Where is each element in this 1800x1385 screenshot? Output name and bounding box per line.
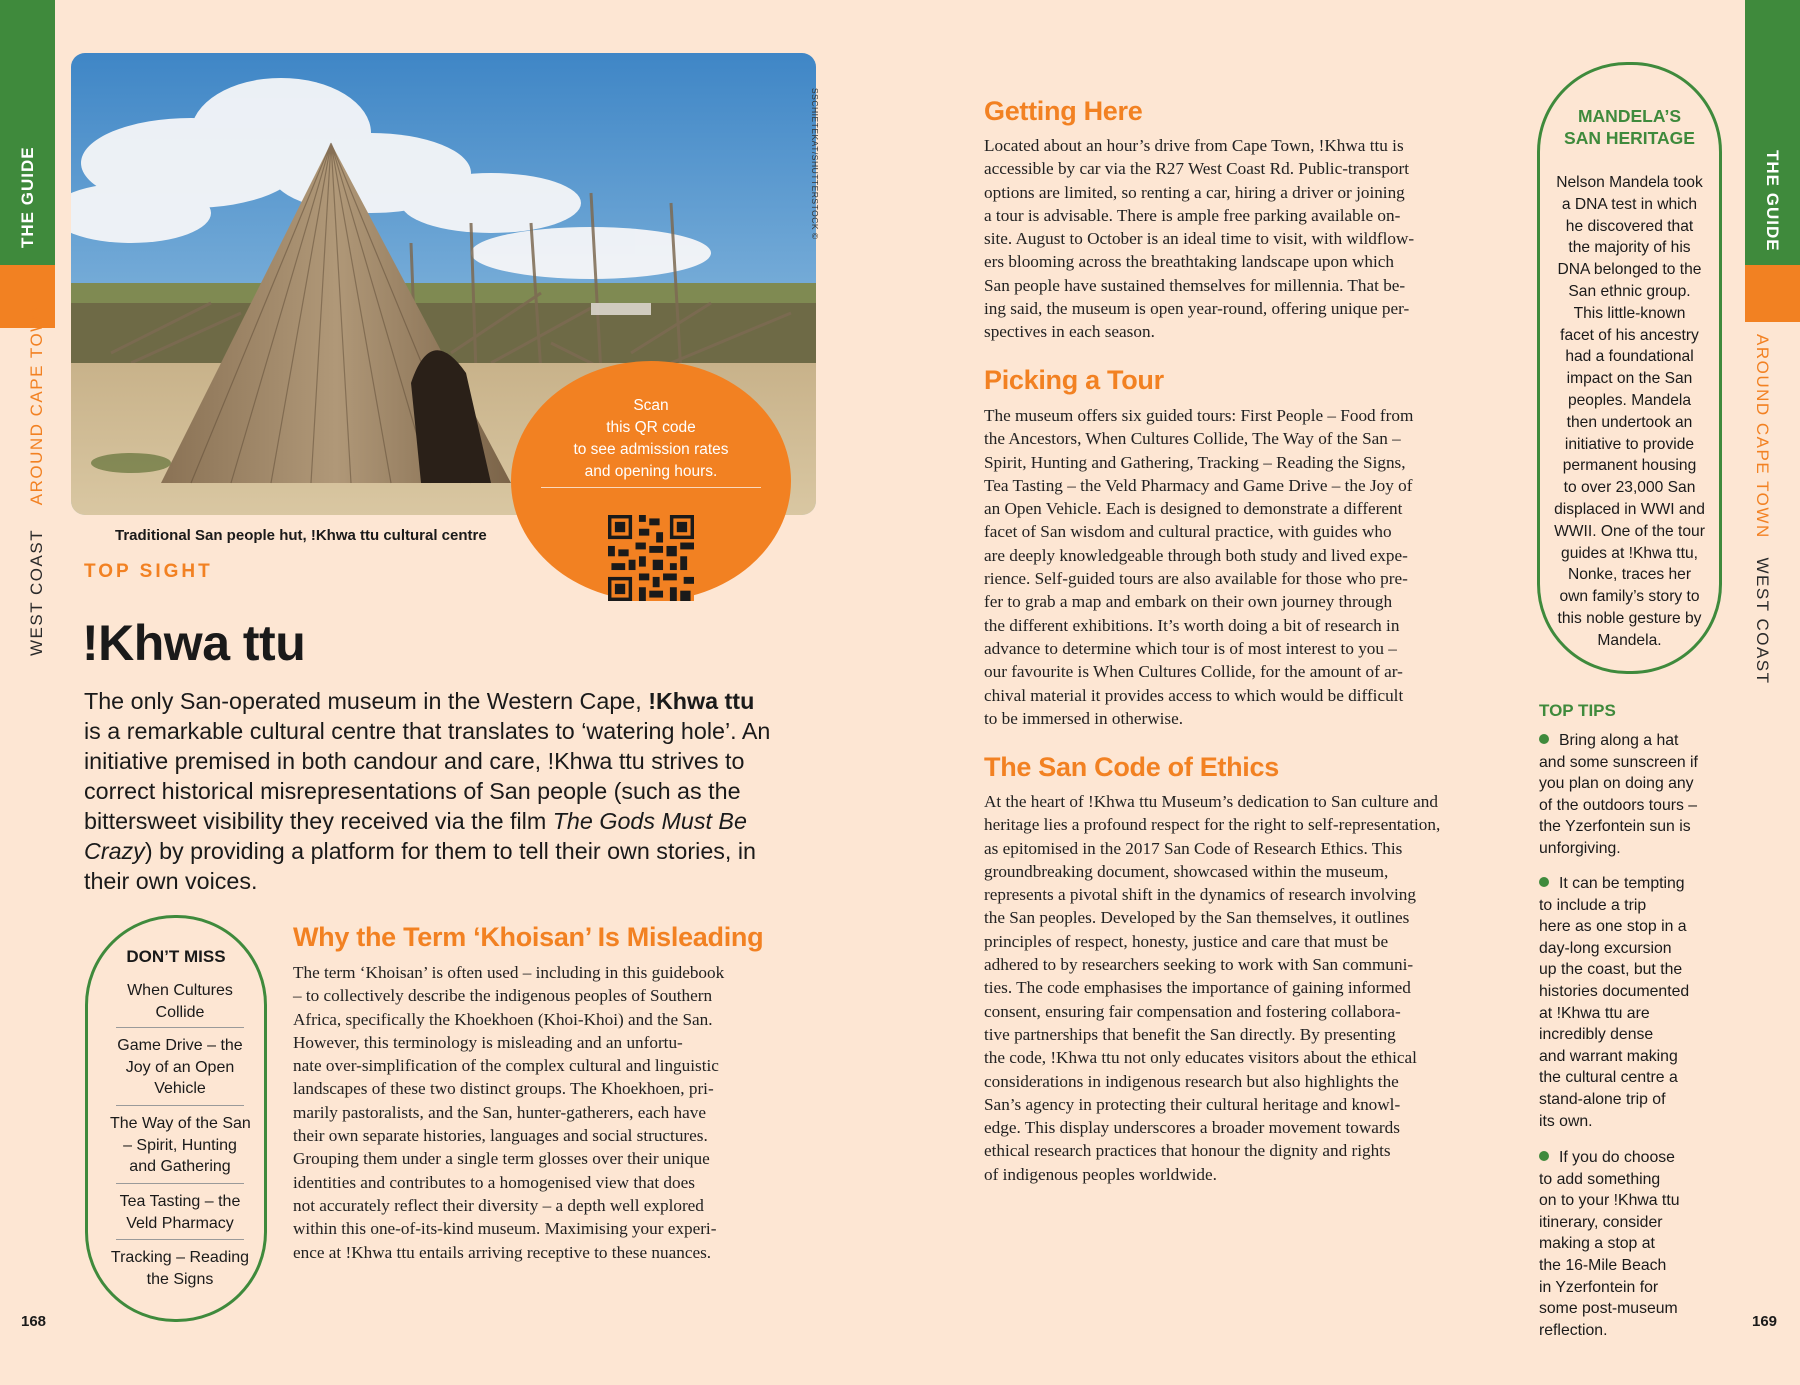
photo-credit: SSCHIETEKAT/SHUTTERSTOCK © (810, 88, 820, 240)
mandela-line: this noble gesture by (1557, 609, 1702, 627)
ethics-line: considerations in indigenous research but also highlights the (984, 1071, 1399, 1091)
right-strip-west-coast: WEST COAST (1753, 557, 1772, 685)
mandela-body (1540, 172, 1719, 652)
qr-line-4: and opening hours. (584, 463, 718, 480)
getting-here-line: San people have sustained themselves for millennia. That be- (984, 275, 1406, 295)
dont-miss-item (110, 1035, 250, 1100)
ethics-line: edge. This display underscores a broader movement towards (984, 1118, 1400, 1138)
khoisan-line: identities and contributes to a homogenised view that does (293, 1172, 695, 1192)
mandela-heading-line: SAN HERITAGE (1564, 128, 1695, 148)
mandela-line: Nonke, traces her (1567, 566, 1692, 584)
tour-line: rience. Self-guided tours are also available for those who pre- (984, 569, 1408, 589)
dont-miss-item-text: and Gathering (129, 1158, 231, 1175)
tip-line: the cultural centre a (1539, 1069, 1678, 1087)
mandela-line: a DNA test in which (1561, 195, 1698, 213)
khoisan-line: landscapes of these two distinct groups. The Khoekhoen, pri- (293, 1079, 714, 1099)
intro-bold-name: !Khwa ttu (648, 688, 755, 714)
tip-line: and some sunscreen if (1539, 753, 1698, 771)
tip-line: its own. (1539, 1112, 1593, 1130)
mandela-line: peoples. Mandela (1567, 391, 1692, 409)
ethics-heading: The San Code of Ethics (984, 752, 1279, 782)
intro-line-1: The only San-operated museum in the Western Cape, (84, 688, 649, 714)
mandela-line: the majority of his (1568, 239, 1691, 257)
dont-miss-item (110, 980, 250, 1023)
tour-line: an Open Vehicle. Each is designed to demonstrate a different (984, 499, 1403, 519)
ethics-line: San’s agency in protecting their cultural heritage and knowl- (984, 1094, 1401, 1114)
right-strip-around-cape-town: AROUND CAPE TOWN (1753, 334, 1772, 539)
intro-line-4: correct historical misrepresentations of San people (such as the (84, 778, 741, 804)
ethics-line: ethical research practices that honour the dignity and rights (984, 1141, 1391, 1161)
tip-line: If you do choose (1559, 1149, 1675, 1166)
ethics-line: principles of respect, honesty, justice and care that must be (984, 931, 1389, 951)
tip-line: the 16-Mile Beach (1539, 1256, 1667, 1274)
ethics-line: consent, ensuring fair compensation and fostering collabora- (984, 1001, 1401, 1021)
right-orange-tab (1745, 265, 1800, 322)
mandela-line: DNA belonged to the (1557, 261, 1702, 279)
intro-line-2: is a remarkable cultural centre that translates to ‘watering hole’. An (84, 718, 771, 744)
dont-miss-divider (116, 1027, 244, 1028)
ethics-line: of indigenous peoples worldwide. (984, 1164, 1217, 1184)
dont-miss-item-text: Game Drive – the (117, 1037, 243, 1054)
tip-line: day-long excursion (1539, 939, 1672, 957)
left-guide-tab-label: THE GUIDE (18, 146, 37, 248)
tip-line: here as one stop in a (1539, 918, 1687, 936)
section-kicker: TOP SIGHT (84, 561, 213, 582)
khoisan-line: – to collectively describe the indigenous peoples of Southern (293, 986, 713, 1006)
bullet-icon (1539, 877, 1549, 887)
dont-miss-item-text: Tea Tasting – the (119, 1193, 241, 1210)
top-tip-3 (1539, 1147, 1680, 1341)
mandela-line: own family’s story to (1559, 588, 1700, 606)
tip-line: unforgiving. (1539, 839, 1621, 857)
getting-here-line: ers blooming across the breathtaking landscape upon which (984, 252, 1394, 272)
tip-line: in Yzerfontein for (1539, 1278, 1659, 1296)
dont-miss-divider (116, 1239, 244, 1240)
dont-miss-item-text: Collide (155, 1003, 205, 1021)
dont-miss-item-text: When Cultures (127, 982, 233, 999)
khoisan-line: However, this terminology is misleading and an unfortu- (293, 1032, 683, 1052)
tour-line: to be immersed in otherwise. (984, 708, 1184, 728)
mandela-line: This little-known (1573, 304, 1686, 322)
mandela-line: had a foundational (1565, 348, 1694, 366)
tip-line: reflection. (1539, 1321, 1608, 1339)
page-number-left: 168 (21, 1313, 47, 1330)
intro-line-3: initiative premised in both candour and care, !Khwa ttu strives to (84, 748, 745, 774)
photo-caption: Traditional San people hut, !Khwa ttu cultural centre (115, 527, 487, 544)
dont-miss-divider (116, 1183, 244, 1184)
khoisan-line: within this one-of-its-kind museum. Maximising your experi- (293, 1219, 717, 1239)
page-title: !Khwa ttu (82, 615, 306, 671)
tip-line: and warrant making (1539, 1047, 1678, 1065)
tour-line: Tea Tasting – the Veld Pharmacy and Game Drive – the Joy of (984, 475, 1413, 495)
left-strip-around-cape-town: AROUND CAPE TOWN (27, 300, 46, 506)
mandela-line: displaced in WWI and (1554, 500, 1705, 518)
mandela-heading-line: MANDELA’S (1577, 106, 1682, 126)
tip-line: at !Khwa ttu are (1539, 1004, 1650, 1022)
tip-line: incredibly dense (1539, 1026, 1654, 1044)
getting-here-body (984, 134, 1509, 344)
getting-here-line: options are limited, so renting a car, hiring a driver or joining (984, 182, 1405, 202)
bullet-icon (1539, 1151, 1549, 1161)
qr-line-3: to see admission rates (573, 441, 729, 458)
mandela-line: facet of his ancestry (1560, 326, 1699, 344)
dont-miss-item-text: The Way of the San (110, 1115, 251, 1132)
ethics-line: At the heart of !Khwa ttu Museum’s dedication to San culture and (984, 792, 1438, 811)
qr-divider (541, 487, 761, 488)
tip-line: to include a trip (1539, 896, 1647, 914)
khoisan-line: The term ‘Khoisan’ is often used – including in this guidebook (293, 963, 725, 982)
tour-line: are deeply knowledgeable through both study and lived expe- (984, 545, 1408, 565)
tour-line: advance to determine which tour is of most interest to you – (984, 638, 1397, 658)
getting-here-heading: Getting Here (984, 96, 1143, 126)
mandela-line: San ethnic group. (1568, 282, 1691, 300)
mandela-line: impact on the San (1566, 370, 1693, 388)
tip-line: of the outdoors tours – (1539, 796, 1698, 814)
mandela-line: Nelson Mandela took (1556, 174, 1703, 191)
tip-line: Bring along a hat (1559, 732, 1679, 749)
khoisan-heading: Why the Term ‘Khoisan’ Is Misleading (293, 922, 764, 952)
khoisan-line: ence at !Khwa ttu entails arriving receptive to these nuances. (293, 1242, 712, 1262)
intro-line-6: ) by providing a platform for them to tell their own stories, in (144, 838, 757, 864)
khoisan-line: their own separate histories, languages and social structures. (293, 1126, 708, 1146)
dont-miss-item-text: – Spirit, Hunting (123, 1136, 237, 1154)
ethics-line: the code, !Khwa ttu not only educates visitors about the ethical (984, 1048, 1417, 1068)
tip-line: histories documented (1539, 982, 1690, 1000)
qr-line-2: this QR code (606, 419, 696, 436)
mandela-box (1537, 62, 1722, 674)
dont-miss-item (110, 1247, 250, 1290)
tour-line: the different exhibitions. It’s worth doing a bit of research in (984, 615, 1400, 635)
tip-line: itinerary, consider (1539, 1213, 1663, 1231)
getting-here-line: Located about an hour’s drive from Cape Town, !Khwa ttu is (984, 136, 1404, 155)
ethics-line: tive partnerships that benefit the San directly. By presenting (984, 1024, 1396, 1044)
dont-miss-item (110, 1113, 250, 1178)
left-strip-west-coast: WEST COAST (27, 529, 46, 656)
ethics-line: adhered to by researchers seeking to work with San communi- (984, 955, 1414, 975)
picking-tour-heading: Picking a Tour (984, 365, 1164, 395)
mandela-line: WWII. One of the tour (1554, 522, 1705, 540)
ethics-line: ties. The code emphasises the importance of gaining informed (984, 978, 1411, 998)
getting-here-line: site. August to October is an ideal time to visit, with wildflow- (984, 229, 1415, 249)
tip-line: It can be tempting (1559, 875, 1685, 892)
mandela-line: permanent housing (1562, 457, 1697, 475)
tip-line: up the coast, but the (1539, 961, 1683, 979)
picking-tour-body (984, 404, 1509, 730)
mandela-line: to over 23,000 San (1563, 479, 1696, 497)
dont-miss-divider (116, 1105, 244, 1106)
ethics-line: as epitomised in the 2017 San Code of Research Ethics. This (984, 838, 1403, 858)
bullet-icon (1539, 734, 1549, 744)
khoisan-line: not accurately reflect their diversity – a depth well explored (293, 1195, 704, 1215)
tip-line: stand-alone trip of (1539, 1090, 1666, 1108)
ethics-line: groundbreaking document, showcased within the museum, (984, 861, 1389, 881)
tour-line: facet of San wisdom and cultural practice, with guides who (984, 522, 1392, 542)
mandela-line: initiative to provide (1564, 435, 1695, 453)
tour-line: the Ancestors, When Cultures Collide, The Way of the San – (984, 429, 1401, 449)
khoisan-line: Grouping them under a single term glosses over their unique (293, 1149, 710, 1169)
page-number-right: 169 (1752, 1313, 1778, 1330)
dont-miss-item-text: Joy of an Open (125, 1058, 235, 1076)
tour-line: fer to grab a map and embark on their own journey through (984, 592, 1393, 612)
qr-callout (511, 361, 791, 601)
tip-line: you plan on doing any (1539, 775, 1694, 793)
tip-line: some post-museum (1539, 1300, 1678, 1318)
dont-miss-heading: DON’T MISS (126, 947, 226, 966)
dont-miss-item-text: Vehicle (154, 1080, 206, 1097)
tip-line: to add something (1539, 1170, 1661, 1188)
intro-paragraph (84, 686, 804, 896)
mandela-line: then undertook an (1566, 413, 1693, 431)
top-tips-heading: TOP TIPS (1539, 701, 1616, 720)
tip-line: making a stop at (1539, 1235, 1655, 1253)
mandela-line: guides at !Khwa ttu, (1561, 544, 1698, 562)
dont-miss-item-text: Tracking – Reading (110, 1249, 250, 1266)
tour-line: our favourite is When Cultures Collide, for the amount of ar- (984, 662, 1403, 682)
mandela-line: he discovered that (1565, 217, 1694, 235)
intro-film-title-b: Crazy (84, 838, 145, 864)
right-section-strip (1752, 334, 1772, 685)
ethics-line: heritage lies a profound respect for the right to self-representation, (984, 815, 1441, 835)
dont-miss-item-text: the Signs (146, 1270, 214, 1288)
intro-film-title-a: The Gods Must Be (552, 808, 747, 834)
intro-line-7: their own voices. (84, 868, 258, 894)
ethics-line: represents a pivotal shift in the dynamics of research involving (984, 885, 1416, 905)
intro-line-5: bittersweet visibility they received via the film (84, 808, 553, 834)
left-section-strip (27, 301, 47, 657)
qr-line-1: Scan (633, 397, 669, 414)
khoisan-line: Africa, specifically the Khoekhoen (Khoi-Khoi) and the San. (293, 1009, 713, 1029)
dont-miss-box (85, 915, 267, 1322)
right-guide-tab-label: THE GUIDE (1763, 150, 1782, 252)
khoisan-body (293, 961, 818, 1264)
left-guide-tab (0, 0, 55, 265)
getting-here-line: ing said, the museum is open year-round, offering unique per- (984, 299, 1410, 319)
mandela-heading (1540, 105, 1719, 149)
right-guide-tab (1745, 0, 1800, 265)
dont-miss-item (110, 1191, 250, 1234)
tip-line: the Yzerfontein sun is (1539, 818, 1691, 836)
ethics-body (984, 790, 1509, 1186)
qr-callout-text (511, 395, 791, 483)
top-tip-1 (1539, 730, 1698, 860)
top-tip-2 (1539, 873, 1689, 1132)
khoisan-line: marily pastoralists, and the San, hunter-gatherers, each have (293, 1102, 706, 1122)
dont-miss-item-text: Veld Pharmacy (126, 1214, 234, 1232)
getting-here-line: spectives in each season. (984, 322, 1155, 342)
getting-here-line: accessible by car via the R27 West Coast Rd. Public-transport (984, 159, 1410, 179)
tip-line: on to your !Khwa ttu (1539, 1192, 1680, 1210)
qr-code-icon[interactable] (608, 515, 694, 601)
tour-line: The museum offers six guided tours: First People – Food from (984, 406, 1414, 425)
khoisan-line: nate over-simplification of the complex cultural and linguistic (293, 1056, 719, 1076)
mandela-line: Mandela. (1597, 631, 1662, 649)
getting-here-line: a tour is advisable. There is ample free parking available on- (984, 205, 1401, 225)
tour-line: Spirit, Hunting and Gathering, Tracking – Reading the Signs, (984, 452, 1406, 472)
tour-line: chival material it provides access to which would be difficult (984, 685, 1404, 705)
ethics-line: the San peoples. Developed by the San themselves, it outlines (984, 908, 1410, 928)
